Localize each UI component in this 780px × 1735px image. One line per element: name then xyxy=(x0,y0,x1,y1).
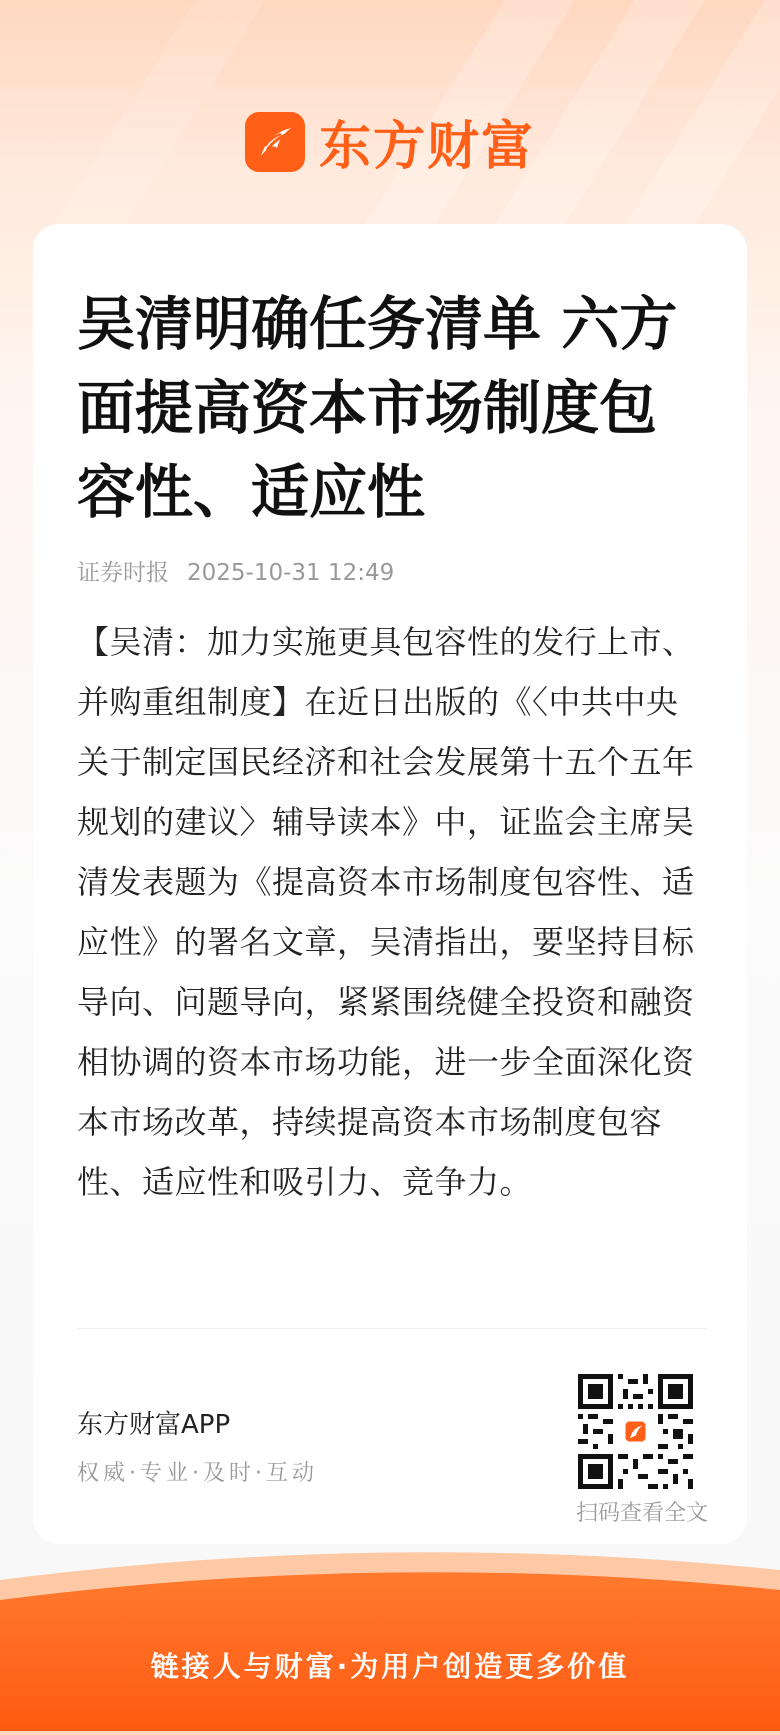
app-name: 东方财富APP xyxy=(77,1410,231,1440)
footer-banner xyxy=(0,1540,780,1731)
article-body: 【吴清：加力实施更具包容性的发行上市、并购重组制度】在近日出版的《〈中共中央关于制定国民经济和社会发展第十五个五年规划的建议〉辅导读本》中，证监会主席吴清发表题为《提高资本市场制度包容性、适应性》的署名文章，吴清指出，要坚持目标导向、问题导向，紧紧围绕健全投资和融资相协调的资本市场功能，进一步全面深化资本市场改革，持续提高资本市场制度包容性、适应性和吸引力、竞争力。 xyxy=(77,623,695,1201)
qr-code-icon[interactable] xyxy=(578,1374,693,1489)
app-slogan: 权威·专业·及时·互动 xyxy=(77,1461,318,1486)
article-title: 吴清明确任务清单 六方面提高资本市场制度包容性、适应性 xyxy=(77,290,678,526)
divider xyxy=(77,1328,707,1329)
footer-tagline: 链接人与财富·为用户创造更多价值 xyxy=(150,1650,630,1683)
article-card xyxy=(33,224,747,1544)
article-meta xyxy=(77,554,394,587)
eastmoney-logo-icon xyxy=(245,112,305,172)
article-datetime: 2025-10-31 12:49 xyxy=(187,560,395,586)
qr-caption: 扫码查看全文 xyxy=(575,1501,708,1526)
article-source: 证券时报 xyxy=(77,560,169,586)
brand-header xyxy=(0,104,780,179)
brand-name: 东方财富 xyxy=(318,117,535,177)
